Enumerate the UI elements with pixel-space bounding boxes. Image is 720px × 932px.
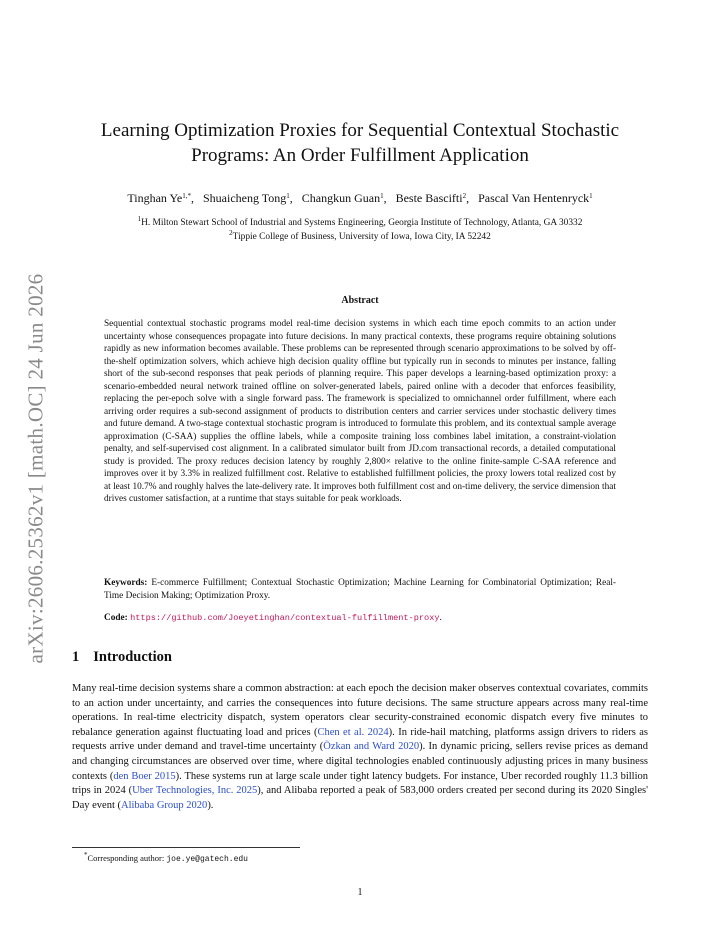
keywords-text: E-commerce Fulfillment; Contextual Stochastic Optimization; Machine Learning for Combinatorial Optimization; Real-Time Decision Making; Optimization Proxy. (104, 578, 616, 601)
keywords-label: Keywords: (104, 578, 148, 588)
arxiv-id-text: arXiv:2606.25362v1 [math.OC] 24 Jun 2026 (23, 273, 48, 663)
arxiv-identifier-stamp (16, 248, 56, 688)
citation-link[interactable]: Alibaba Group 2020 (120, 799, 208, 811)
code-line: Code: https://github.com/Joeyetinghan/contextual-fulfillment-proxy. (104, 613, 442, 623)
introduction-paragraph: Many real-time decision systems share a common abstraction: at each epoch the decision maker observes contextual covariates, commits to an action under uncertainty, and carries the consequences into future decisions. The same structure appears across many real-time operations. In real-time electricity dispatch, system operators clear security-constrained economic dispatch every five minutes to rebalance generation against fluctuating load and prices (Chen et al. 2024). In ride-hail matching, platforms assign drivers to riders as requests arrive under demand and travel-time uncertainty (Özkan and Ward 2020). In dynamic pricing, sellers revise prices as demand and changing circumstances are observed over time, where digital technologies enabled continuously adjusting prices in many business contexts (den Boer 2015). These systems run at large scale under tight latency budgets. For instance, Uber recorded roughly 11.3 billion trips in 2024 (Uber Technologies, Inc. 2025), and Alibaba reported a peak of 583,000 orders created per second during its 2020 Singles' Day event (Alibaba Group 2020). (72, 683, 649, 811)
author: Pascal Van Hentenryck$^1$ (478, 191, 593, 205)
author: Beste Bascifti$^2$, (395, 191, 470, 205)
section-title: Introduction (93, 649, 172, 665)
citation-link[interactable]: Özkan and Ward 2020 (323, 741, 420, 753)
code-label: Code: (104, 613, 128, 623)
author: Changkun Guan$^1$, (301, 191, 387, 205)
affiliation-2: $^2$Tippie College of Business, University of Iowa, Iowa City, IA 52242 (229, 229, 491, 242)
citation-link[interactable]: Uber Technologies, Inc. 2025 (132, 785, 258, 797)
corresponding-email[interactable]: joe.ye@gatech.edu (166, 855, 248, 864)
citation-link[interactable]: den Boer 2015 (113, 770, 176, 782)
footnote: *Corresponding author: joe.ye@gatech.edu (84, 851, 248, 864)
code-repository-link[interactable]: https://github.com/Joeyetinghan/contextual-fulfillment-proxy (130, 613, 440, 623)
affiliations (72, 216, 648, 244)
author-list (72, 190, 648, 206)
author: Shuaicheng Tong$^1$, (203, 191, 293, 205)
page-number: 1 (357, 887, 363, 898)
section-number: 1 (72, 649, 80, 665)
keywords (104, 577, 616, 602)
abstract-body: Sequential contextual stochastic programs model real-time decision systems in which each time epoch commits to an action under uncertainty whose consequences propagate into future decisions. In many practical contexts, these programs require obtaining solutions rapidly as new information becomes available. These problems can be represented through scenario approximations to be solved by off-the-shelf optimization solvers, which achieve high decision quality offline but typically run in seconds to minutes per instance, falling short of the sub-second responses that peak periods of planning require. This paper develops a learning-based optimization proxy: a scenario-embedded neural network trained offline on solver-generated labels, paired online with a decoder that enforces feasibility, replacing the per-epoch solve with a single forward pass. The framework is specialized to omnichannel order fulfillment, where each arriving order requires a sub-second assignment of products to distribution centers and carrier services under stochastic delivery times and future demand. A two-stage contextual stochastic program is introduced to formulate this problem, and its contextual sample average approximation (C-SAA) supplies the offline labels, while a composite training loss combines label imitation, a constraint-violation penalty, and self-supervised cost alignment. In a calibrated simulator built from JD.com transactional records, a detailed computational study is provided. The proxy reduces decision latency by roughly 2,800× relative to the online finite-sample C-SAA reference and improves over it by 3.3% in realized fulfillment cost. Relative to established fulfillment policies, the proxy lowers total realized cost by at least 10.7% and roughly halves the late-delivery rate. It improves both fulfillment cost and on-time delivery, the service dimension that drives customer satisfaction, at a runtime that stays suitable for peak workloads. (104, 319, 616, 504)
footnote-divider (72, 847, 300, 848)
title-line-2: Programs: An Order Fulfillment Application (191, 145, 529, 166)
paper-title (72, 118, 648, 168)
section-heading-introduction (72, 649, 172, 666)
abstract-heading: Abstract (341, 295, 379, 306)
affiliation-1: $^1$H. Milton Stewart School of Industrial and Systems Engineering, Georgia Institute of Technology, Atlanta, GA 30332 (137, 215, 583, 228)
author: Tinghan $Ye^{1,*}$, (127, 191, 194, 205)
citation-link[interactable]: Chen et al. 2024 (317, 726, 389, 738)
title-line-1: Learning Optimization Proxies for Sequential Contextual Stochastic (100, 120, 620, 141)
